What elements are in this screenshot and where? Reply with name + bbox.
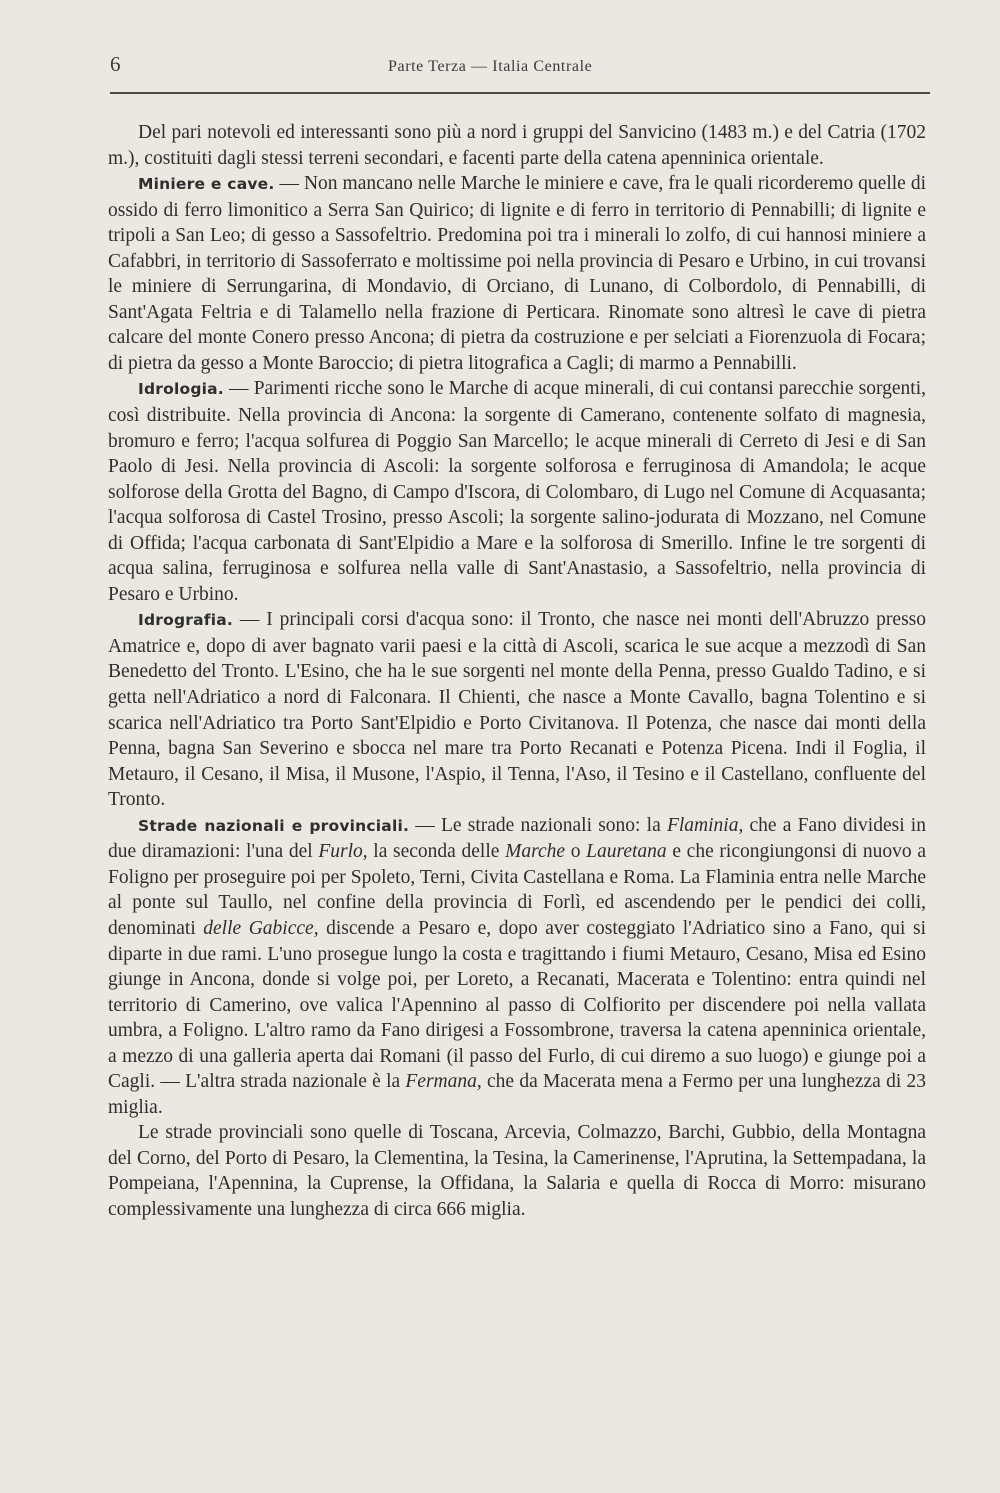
paragraph-mountains <box>108 120 926 171</box>
section-heading-miniere: Miniere e cave. <box>138 175 275 194</box>
italic-lauretana: Lauretana <box>586 841 667 863</box>
text-run: discende a Pesaro e, dopo aver costeggiato l'Adriatico sino a Fano, qui si diparte in due rami. L'uno prosegue lungo la costa e tragittando i fiumi Metauro, Cesano, Misa ed Esino giunge in Ancona, donde si volge poi, per Loreto, a Recanati, Macerata e Tolentino: entra quindi nel territorio di Camerino, ove valica l'Apennino al passo di Colfiorito per discendere poi nella vallata umbra, a Foligno. L'altro ramo da Fano dirigesi a Fossombrone, traversa la catena apenninica orientale, a mezzo di una galleria aperta dai Romani (il passo del Furlo, di cui diremo a suo luogo) e giunge poi a Cagli. — L'altra strada nazionale è la <box>108 917 926 1093</box>
section-heading-idrografia: Idrografia. <box>138 611 233 630</box>
text-run: e che ricongiungonsi di nuovo a Foligno per proseguire poi per Spoleto, Terni, Civita Castellana e Roma. La Flaminia entra nelle Marche al ponte sul Taullo, nel confine della provincia di Forlì, ed ascendendo per le pendici dei colli, denominati <box>108 841 926 939</box>
italic-marche: Marche <box>505 841 566 863</box>
header-title: Parte Terza — Italia Centrale <box>388 58 593 75</box>
paragraph-hydrography <box>108 607 926 812</box>
italic-fermana: Fermana, <box>405 1071 482 1093</box>
section-heading-strade: Strade nazionali e provinciali. <box>138 816 410 835</box>
paragraph-text: — Parimenti ricche sono le Marche di acque minerali, di cui contansi parecchie sorgenti, così distribuite. Nella provincia di Ancona: la sorgente di Camerano, contenente solfato di magnesia, bromuro e ferro; l'acqua solfurea di Poggio San Marcello; le acque minerali di Cerreto di Jesi e di San Paolo di Jesi. Nella provincia di Ascoli: la sorgente solforosa e ferruginosa di Amandola; le acque solforose della Grotta del Bagno, di Campo d'Iscora, di Colombaro, di Lugo nel Comune di Acquasanta; l'acqua solforosa di Castel Trosino, presso Ascoli; la sorgente salino-jodurata di Mozzano, nel Comune di Offida; l'acqua carbonata di Sant'Elpidio a Mare e la solforosa di Smerillo. Infine le tre sorgenti di acqua salina, ferruginosa e solfurea nella valle di Sant'Anastasio, a Sassofeltrio, nella provincia di Pesaro e Urbino. <box>108 378 926 605</box>
paragraph-mines <box>108 171 926 376</box>
text-run: — Le strade nazionali sono: la <box>409 814 667 836</box>
italic-flaminia: Flaminia, <box>666 814 744 836</box>
paragraph-text: Del pari notevoli ed interessanti sono più a nord i gruppi del Sanvicino (1483 m.) e del Catria (1702 m.), costituiti dagli stessi terreni secondari, e facenti parte della catena apenninica orientale. <box>108 122 926 169</box>
paragraph-text: — I principali corsi d'acqua sono: il Tronto, che nasce nei monti dell'Abruzzo presso Amatrice e, dopo di aver bagnato varii paesi e la città di Ascoli, scarica le sue acque a mezzodì di San Benedetto del Tronto. L'Esino, che ha le sue sorgenti nel monte della Penna, presso Gualdo Tadino, e si getta nell'Adriatico a nord di Falconara. Il Chienti, che nasce a Monte Cavallo, bagna Tolentino e si scarica nell'Adriatico tra Porto Sant'Elpidio e Porto Civitanova. Il Potenza, che nasce dai monti della Penna, bagna San Severino e sbocca nel mare tra Porto Recanati e Potenza Picena. Indi il Foglia, il Metauro, il Cesano, il Misa, il Musone, l'Aspio, il Tenna, l'Aso, il Tesino e il Castellano, confluente del Tronto. <box>108 609 926 811</box>
italic-furlo: Furlo, <box>318 841 368 863</box>
page-number: 6 <box>110 52 121 76</box>
text-run: che a Fano dividesi in due diramazioni: l'una del <box>108 814 926 863</box>
italic-gabicce: delle Gabicce, <box>203 917 319 939</box>
text-run: la seconda delle <box>367 841 506 863</box>
paragraph-provincial-roads <box>108 1120 926 1222</box>
text-run: o <box>565 841 587 863</box>
body-text <box>108 120 926 1223</box>
running-head <box>110 52 930 88</box>
header-rule <box>110 92 930 94</box>
paragraph-hydrology <box>108 376 926 607</box>
paragraph-text: Le strade provinciali sono quelle di Toscana, Arcevia, Colmazzo, Barchi, Gubbio, della Montagna del Corno, del Porto di Pesaro, la Clementina, la Tesina, la Camerinense, l'Aprutina, la Settempadana, la Pompeiana, l'Apennina, la Cuprense, la Offidana, la Salaria e quella di Rocca di Morro: misurano complessivamente una lunghezza di circa 666 miglia. <box>108 1122 926 1220</box>
text-run: che da Macerata mena a Fermo per una lunghezza di 23 miglia. <box>108 1071 926 1118</box>
paragraph-text: — Non mancano nelle Marche le miniere e cave, fra le quali ricorderemo quelle di ossido di ferro limonitico a Serra San Quirico; di lignite e di ferro in territorio di Pennabilli; di lignite e tripoli a San Leo; di gesso a Sassofeltrio. Predomina poi tra i minerali lo zolfo, di cui hannosi miniere a Cafabbri, in territorio di Sassoferrato e moltissime poi nella provincia di Pesaro e Urbino, in cui trovansi le miniere di Serrungarina, di Mondavio, di Orciano, di Lunano, di Colbordolo, di Pennabilli, di Sant'Agata Feltria e di Talamello nella frazione di Perticara. Rinomate sono altresì le cave di pietra calcare del monte Conero presso Ancona; di pietra da costruzione e per selciati a Fiorenzuola di Focara; di pietra da gesso a Monte Baroccio; di pietra litografica a Cagli; di marmo a Pennabilli. <box>108 173 926 374</box>
section-heading-idrologia: Idrologia. <box>138 380 224 399</box>
paragraph-roads <box>108 813 926 1121</box>
